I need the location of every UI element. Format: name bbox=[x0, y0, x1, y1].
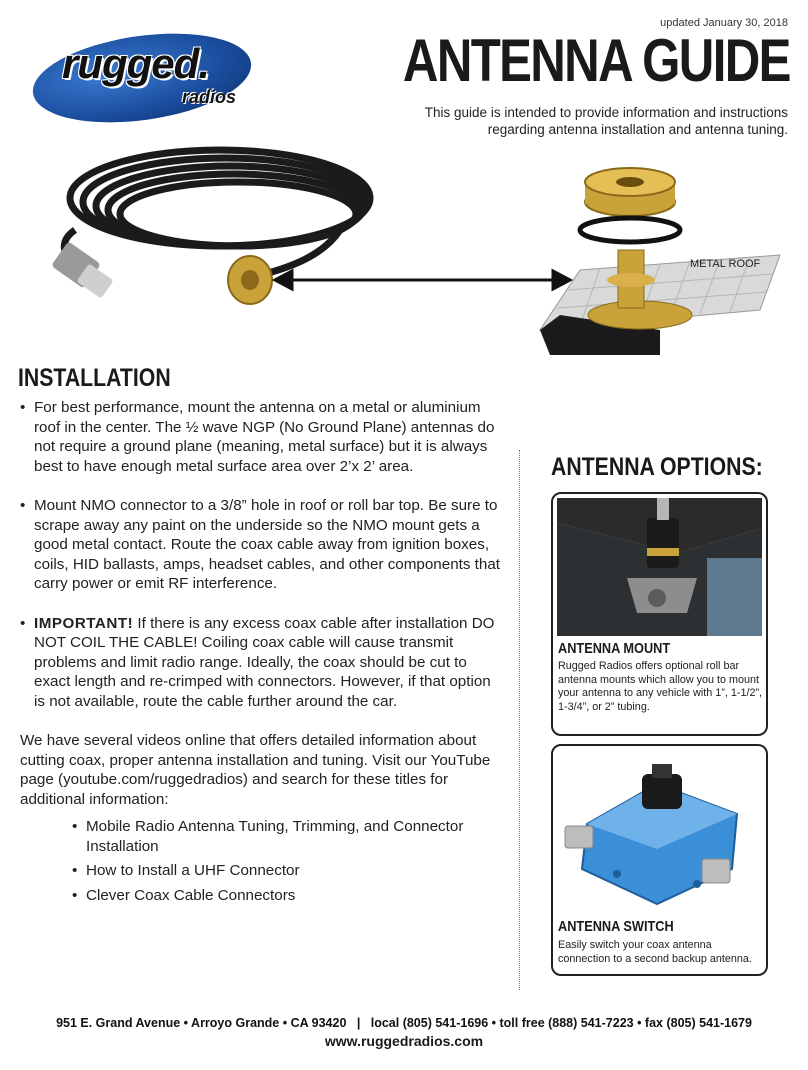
logo-word-radios: radios bbox=[182, 87, 237, 107]
video-title-item: • How to Install a UHF Connector bbox=[72, 861, 500, 881]
antenna-switch-photo bbox=[557, 754, 762, 914]
rugged-radios-logo bbox=[32, 30, 262, 120]
installation-heading: INSTALLATION bbox=[18, 364, 171, 392]
antenna-mount-photo bbox=[557, 498, 762, 636]
antenna-switch-card bbox=[551, 744, 768, 976]
updated-date: updated January 30, 2018 bbox=[660, 17, 788, 29]
videos-paragraph: We have several videos online that offers detailed information about cutting coax, proper antenna installation and tuning. Visit our YouTube page (youtube.com/ruggedradios) and search for these titles for additional information: bbox=[20, 732, 491, 808]
installation-bullet-3 bbox=[20, 614, 500, 712]
installation-bullet-1: • For best performance, mount the antenna on a metal or aluminium roof in the center. The ½ wave NGP (No Ground Plane) antennas do not require a ground plane (meaning, metal surface) but it is always best to have enough metal surface area over 2’x 2’ area. bbox=[20, 398, 500, 476]
subtitle-line-2: regarding antenna installation and antenna tuning. bbox=[487, 122, 788, 137]
important-label: IMPORTANT! bbox=[34, 614, 134, 632]
uhf-connector bbox=[51, 241, 114, 298]
antenna-mount-title: ANTENNA MOUNT bbox=[558, 640, 671, 657]
coiled-coax-cable bbox=[64, 150, 370, 278]
footer-website-link[interactable]: www.ruggedradios.com bbox=[324, 1033, 484, 1049]
antenna-mount-card bbox=[551, 492, 768, 736]
column-divider bbox=[519, 450, 520, 990]
video-title-item: • Mobile Radio Antenna Tuning, Trimming, and Connector Installation bbox=[72, 817, 500, 856]
double-arrow bbox=[275, 271, 570, 289]
antenna-switch-description: Easily switch your coax antenna connection to a second backup antenna. bbox=[558, 939, 752, 965]
important-text: If there is any excess coax cable after installation DO NOT COIL THE CABLE! Coiling coax cable will cause transmit problems and limit radio range. Ideally, the coax should be cut to exact length and re-crimped with connectors. However, if that option is not available, route the cable further around the car. bbox=[34, 614, 495, 710]
antenna-mount-description: Rugged Radios offers optional roll bar antenna mounts which allow you to mount your antenna to any vehicle with 1”, 1-1/2”, 1-3/4”, or 2” tubing. bbox=[558, 660, 763, 713]
metal-roof-plate bbox=[540, 255, 780, 355]
logo-word-rugged: rugged. bbox=[62, 40, 209, 87]
installation-list bbox=[20, 398, 500, 910]
video-titles-list bbox=[72, 817, 500, 905]
page-title: ANTENNA GUIDE bbox=[403, 27, 790, 94]
antenna-cable-illustration bbox=[20, 130, 790, 370]
antenna-switch-title: ANTENNA SWITCH bbox=[558, 918, 674, 935]
antenna-options-heading: ANTENNA OPTIONS: bbox=[551, 453, 763, 481]
metal-roof-label: METAL ROOF bbox=[690, 258, 761, 270]
video-title-item: • Clever Coax Cable Connectors bbox=[72, 886, 500, 906]
footer-contact: 951 E. Grand Avenue • Arroyo Grande • CA 93420 | local (805) 541-1696 • toll free (888) 541-7223 • fax (805) 541-1679 bbox=[56, 1016, 752, 1030]
installation-bullet-2: • Mount NMO connector to a 3/8” hole in roof or roll bar top. Be sure to scrape away any paint on the underside so the NMO mount gets a good metal contact. Route the coax cable away from ignition boxes, coils, HID ballasts, amps, headset cables, and other components that carry power or emit RF interference. bbox=[20, 496, 500, 594]
subtitle-line-1: This guide is intended to provide information and instructions bbox=[424, 105, 788, 120]
nmo-mount-small bbox=[228, 256, 272, 304]
